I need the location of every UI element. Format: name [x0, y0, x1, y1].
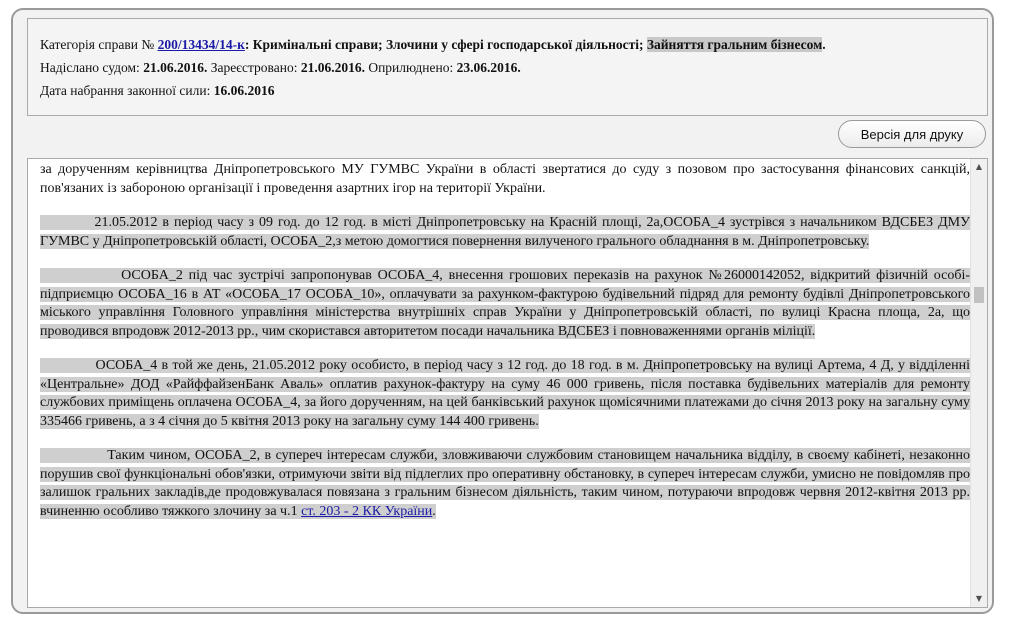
paragraph [40, 447, 970, 521]
case-number-link[interactable]: 200/13434/14-к [157, 37, 245, 52]
paragraph-text: за дорученням керівництва Дніпропетровського МУ ГУМВС України в області звертатися до суду з позовом про застосування фінансових санкцій, пов'язаних із забороною організації і проведення азартних ігор на території України. [40, 162, 970, 196]
category-separator: : [244, 37, 250, 52]
scroll-thumb[interactable] [974, 287, 984, 303]
paragraph [40, 357, 970, 431]
case-dates-line [40, 59, 987, 82]
paragraph-text-body: Таким чином, ОСОБА_2, в супереч інтересам служби, зловживаючи службовим становищем начальника відділу, в своєму кабінеті, незаконно порушив свої функціональні обов'язки, отримуючи звіти від підлеглих про оперативну обстановку, в супереч інтересам служби, умисно не повідомляв про залишок гральних закладів,де продовжувалася повязана з гральним бізнесом діяльність, таким чином, потураючи впродовж червня 2012-квітня 2013 рр. вчиненню особливо тяжкого злочину за ч.1 [40, 448, 970, 519]
scroll-down-icon[interactable]: ▼ [975, 594, 983, 603]
vertical-scrollbar[interactable] [970, 159, 987, 607]
category-label: Категорія справи № [40, 37, 155, 52]
category-end: . [822, 37, 826, 52]
scroll-up-icon[interactable]: ▲ [975, 162, 983, 171]
paragraph-text-end: . [432, 503, 436, 519]
category-highlight: Зайняття гральним бізнесом [646, 37, 823, 52]
paragraph-text [40, 448, 974, 519]
paragraph-text: 21.05.2012 в період часу з 09 год. до 12 год. в місті Дніпропетровську на Красній площі, 2а,ОСОБА_4 зустрівся з начальником ВДСБЕЗ ДМУ ГУМВС у Дніпропетровській області, ОСОБА_2,з метою домогтися повернення вилученого грального обладнання в м. Дніпропетровську. [40, 215, 974, 249]
registered-date: 21.06.2016. [300, 60, 365, 75]
effective-label: Дата набрання законної сили: [40, 83, 211, 98]
document-panel [11, 8, 994, 614]
paragraph-text: ОСОБА_2 під час зустрічі запропонував ОСОБА_4, внесення грошових переказів на рахунок №26000142052, відкритий фізичній особі-підприємцю ОСОБА_16 в АТ «ОСОБА_17 ОСОБА_10», оплачувати за рахунком-фактурою будівельний підряд для ремонту будівлі Дніпропетровського міського управління Головного управління міністерства внутрішніх справ України у Дніпропетровській області, по вулиці Красна площа, 2а, що проводився впродовж 2012-2013 рр., чим скористався авторитетом посади начальника ВДСБЕЗ і повноваженнями органів міліції. [40, 268, 974, 339]
sent-date: 21.06.2016. [143, 60, 208, 75]
published-date: 23.06.2016. [456, 60, 521, 75]
document-text [40, 161, 970, 537]
paragraph [40, 267, 970, 341]
registered-label: Зареєстровано: [210, 60, 298, 75]
case-info-box [27, 18, 988, 116]
law-article-link[interactable]: ст. 203 - 2 КК України [301, 503, 433, 519]
published-label: Оприлюднено: [368, 60, 454, 75]
paragraph [40, 161, 970, 198]
category-path: Кримінальні справи; Злочини у сфері господарської діяльності; [252, 37, 644, 52]
paragraph [40, 214, 970, 251]
document-text-area[interactable] [27, 158, 988, 608]
effective-date: 16.06.2016 [213, 83, 275, 98]
sent-label: Надіслано судом: [40, 60, 140, 75]
print-version-button[interactable]: Версія для друку [838, 120, 986, 148]
case-category-line [40, 36, 987, 59]
paragraph-text: ОСОБА_4 в той же день, 21.05.2012 року особисто, в період часу з 12 год. до 18 год. в м. Дніпропетровську на вулиці Артема, 4 Д, у відділенні «Центральне» ДОД «РайффайзенБанк Аваль» оплатив рахунок-фактуру на суму 46 000 гривень, після поставка будівельних матеріалів для ремонту службових приміщень оплачена ОСОБА_4, за його дорученням, на цей банківський рахунок щомісячними платежами до січня 2013 року на загальну суму 335466 гривень, а з 4 січня до 5 квітня 2013 року на загальну суму 144 400 гривень. [40, 358, 974, 429]
effective-date-line [40, 82, 987, 105]
